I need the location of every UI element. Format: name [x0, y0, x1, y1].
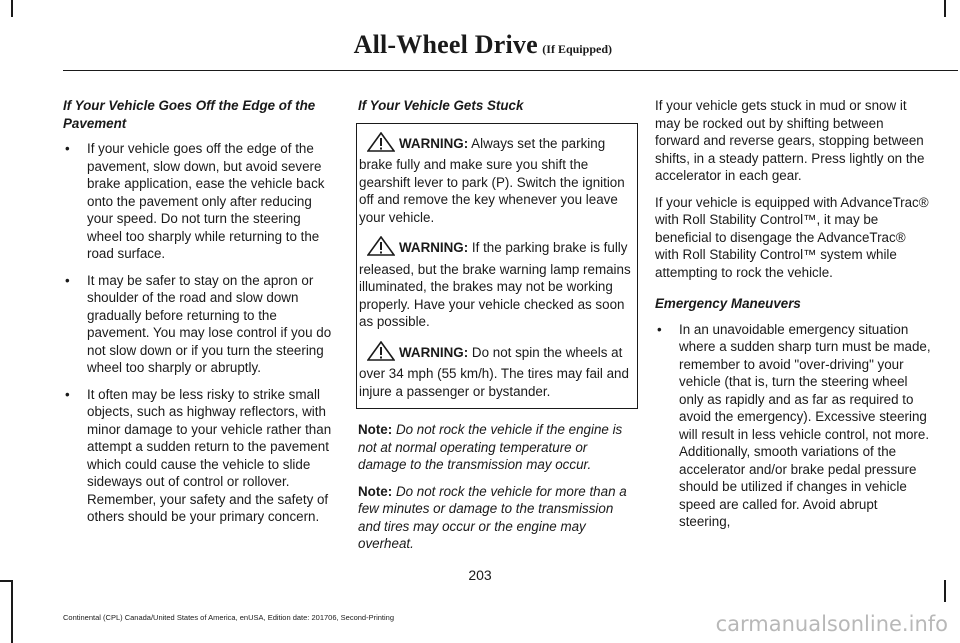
- warning-triangle-icon: [367, 341, 395, 366]
- emergency-list: [655, 321, 931, 531]
- warning-text: If the parking brake is fully released, but the brake warning lamp remains illuminated, the brakes may not be working properly. Have your vehicle checked as soon as possible.: [359, 240, 631, 329]
- crop-mark-bottom-right: [944, 580, 946, 602]
- warning-box: [356, 123, 638, 410]
- column-2: [358, 97, 634, 562]
- warning-item: [359, 132, 637, 227]
- column-3: [655, 97, 931, 540]
- warning-triangle-icon: [367, 132, 395, 157]
- list-item: [63, 272, 339, 377]
- edition-footer: Continental (CPL) Canada/United States of America, enUSA, Edition date: 201706, Second-Printing: [63, 613, 395, 622]
- bullet: •: [65, 141, 70, 156]
- body-paragraph: If your vehicle is equipped with AdvanceTrac® with Roll Stability Control™, it may be beneficial to disengage the AdvanceTrac® with Roll Stability Control™ system while attempting to rock the vehicle.: [655, 194, 929, 280]
- body-paragraph: If your vehicle gets stuck in mud or snow it may be rocked out by shifting between forward and reverse gears, stopping between shifts, in a steady pattern. Press lightly on the accelerator in each gear.: [655, 98, 925, 183]
- page-number: 203: [468, 567, 492, 583]
- list-item-text: It often may be less risky to strike small objects, such as highway reflectors, with minor damage to your vehicle rather than attempt a sudden return to the pavement which could cause the vehicle to slide sideways out of control or rollover. Remember, your safety and the safety of others should be your primary concern.: [87, 386, 332, 524]
- warning-text: Always set the parking brake fully and make sure you shift the gearshift lever to park (P). Switch the ignition off and remove the key whenever you leave your vehicle.: [359, 135, 625, 225]
- warning-text: Do not spin the wheels at over 34 mph (55 km/h). The tires may fail and injure a passenger or bystander.: [359, 344, 629, 399]
- note-paragraph: [358, 483, 634, 553]
- crop-mark-top-left: [11, 0, 13, 17]
- note-paragraph: [358, 421, 634, 474]
- note-text: Do not rock the vehicle for more than a few minutes or damage to the transmission and tires may occur or the engine may overheat.: [358, 483, 627, 551]
- bullet: •: [65, 272, 70, 288]
- warning-item: [359, 341, 637, 401]
- section-heading-stuck: If Your Vehicle Gets Stuck: [358, 98, 524, 113]
- header-rule: [63, 70, 958, 71]
- off-pavement-list: [63, 140, 339, 526]
- bullet: •: [657, 321, 662, 337]
- section-heading-off-pavement: If Your Vehicle Goes Off the Edge of the Pavement: [63, 98, 316, 131]
- warning-label: WARNING:: [399, 240, 469, 255]
- note-text: Do not rock the vehicle if the engine is not at normal operating temperature or damage to the transmission may occur.: [358, 422, 623, 472]
- note-label: Note:: [358, 483, 393, 499]
- bullet: •: [65, 386, 70, 402]
- list-item-text: If your vehicle goes off the edge of the pavement, slow down, but avoid severe brake application, ease the vehicle back onto the pavement only after reducing your speed. Do not turn the steering wheel too sharply while returning to the road surface.: [87, 141, 325, 261]
- column-1: [63, 97, 339, 535]
- warning-label: WARNING:: [399, 135, 469, 151]
- list-item: [63, 140, 339, 263]
- section-heading-emergency: Emergency Maneuvers: [655, 296, 801, 311]
- chapter-subtitle: (If Equipped): [542, 42, 612, 56]
- warning-triangle-icon: [367, 236, 395, 261]
- warning-item: [359, 236, 637, 331]
- list-item: [655, 321, 931, 531]
- page-header: [354, 30, 612, 60]
- list-item-text: In an unavoidable emergency situation where a sudden sharp turn must be made, remember to avoid "over-driving" your vehicle (that is, turn the steering wheel only as rapidly and as far as required to avoid the emergency). Excessive steering will result in less vehicle control, not more. Additionally, smooth variations of the accelerator and/or brake pedal pressure should be utilized if changes in vehicle speed are called for. Avoid abrupt steering,: [679, 321, 931, 529]
- crop-mark-top-right: [944, 0, 946, 17]
- watermark: carmanualsonline.info: [715, 612, 948, 636]
- crop-mark-bottom-left: [11, 580, 13, 643]
- list-item: [63, 386, 339, 526]
- chapter-title: All-Wheel Drive: [353, 30, 538, 59]
- warning-label: WARNING:: [399, 344, 469, 360]
- list-item-text: It may be safer to stay on the apron or shoulder of the road and slow down gradually before returning to the pavement. You may lose control if you do not slow down or if you turn the steering wheel too sharply or abruptly.: [87, 272, 332, 375]
- note-label: Note:: [358, 422, 393, 437]
